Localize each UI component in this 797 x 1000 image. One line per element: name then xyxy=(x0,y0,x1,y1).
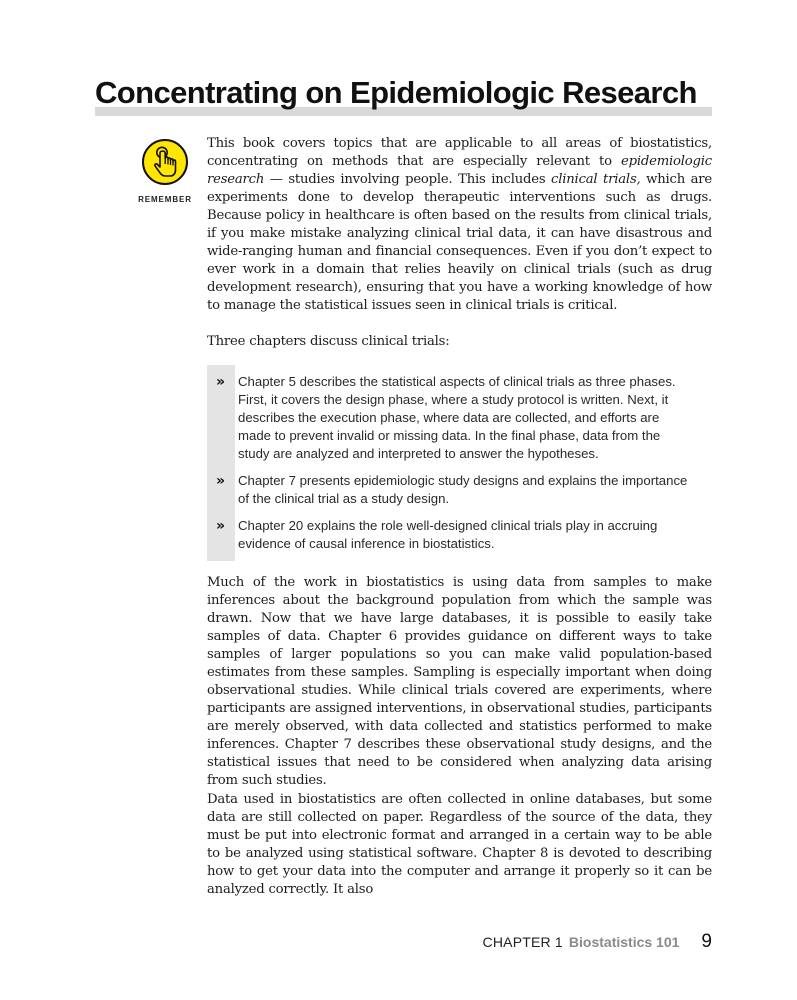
page-number: 9 xyxy=(701,931,712,952)
double-chevron-icon: » xyxy=(216,473,223,489)
remember-callout xyxy=(137,139,193,204)
remember-badge xyxy=(142,139,188,185)
section-title: Concentrating on Epidemiologic Research xyxy=(95,75,697,110)
paragraph-data-collection: Data used in biostatistics are often collected in online databases, but some data are still collected on paper. Regardless of the source of the data, they must be put into electronic format and arranged in a certain way to be able to be analyzed using statistical software. Chapter 8 is devoted to describing how to get your data into the computer and arrange it properly so it can be analyzed correctly. It also xyxy=(207,792,712,897)
paragraph1-part1: This book covers topics that are applicable to all areas of biostatistics, concentrating on methods that are especially relevant to xyxy=(207,136,712,169)
remember-label: REMEMBER xyxy=(138,195,192,204)
footer-chapter: CHAPTER 1 xyxy=(482,934,563,950)
list-item-text: Chapter 20 explains the role well-designed clinical trials play in accruing evidence of causal inference in biostatistics. xyxy=(238,518,658,551)
list-item xyxy=(207,373,712,463)
list-item xyxy=(207,517,712,553)
section-heading xyxy=(95,74,712,116)
footer-chapter-title: Biostatistics 101 xyxy=(568,934,680,950)
page-footer xyxy=(483,931,712,953)
emphasis-epidemiologic-research: epidemiologic research xyxy=(207,154,712,187)
pointing-hand-icon xyxy=(150,146,180,178)
list-item-text: Chapter 5 describes the statistical aspects of clinical trials as three phases. First, it covers the design phase, where a study protocol is written. Next, it describes the execution phase, where data are collected, and efforts are made to prevent invalid or missing data. In the final phase, data from the study are analyzed and interpreted to answer the hypotheses. xyxy=(238,374,676,461)
bullet-list xyxy=(207,373,712,562)
paragraph1-part3: which are experiments done to develop therapeutic interventions such as drugs. Because policy in healthcare is often based on the results from clinical trials, if you make mistake analyzing clinical trial data, it can have disastrous and wide-ranging human and financial consequences. Even if you don’t expect to ever work in a domain that relies heavily on clinical trials (such as drug development research), ensuring that you have a working knowledge of how to manage the statistical issues seen in clinical trials is critical. xyxy=(207,172,712,313)
emphasis-clinical-trials: clinical trials, xyxy=(551,172,641,187)
double-chevron-icon: » xyxy=(216,518,223,534)
bullet-list-box xyxy=(207,365,712,561)
paragraph1-part2: — studies involving people. This includes xyxy=(264,172,552,187)
bullet-intro: Three chapters discuss clinical trials: xyxy=(207,334,450,349)
list-item-text: Chapter 7 presents epidemiologic study designs and explains the importance of the clinical trial as a study design. xyxy=(238,473,688,506)
paragraph-epidemiologic xyxy=(207,135,712,315)
double-chevron-icon: » xyxy=(216,374,223,390)
list-item xyxy=(207,472,712,508)
paragraph-sampling: Much of the work in biostatistics is using data from samples to make inferences about the background population from which the sample was drawn. Now that we have large databases, it is possible to easily take samples of data. Chapter 6 provides guidance on different ways to take samples of larger populations so you can make valid population-based estimates from these samples. Sampling is especially important when doing observational studies. While clinical trials covered are experiments, where participants are assigned interventions, in observational studies, participants are merely observed, with data collected and statistics performed to make inferences. Chapter 7 describes these observational study designs, and the statistical issues that need to be considered when analyzing data arising from such studies. xyxy=(207,575,712,788)
